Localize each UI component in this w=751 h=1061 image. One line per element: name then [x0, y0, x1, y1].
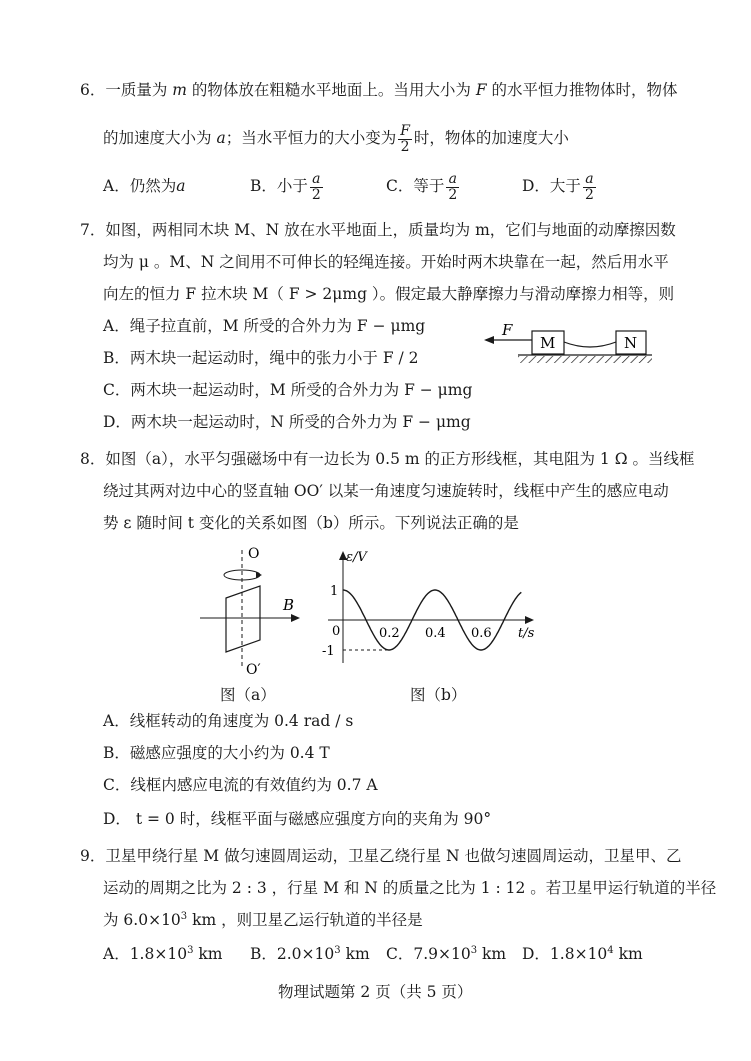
q7-option-d: D．两木块一起运动时，N 所受的合外力为 F − μmg: [103, 413, 471, 431]
origin-label: 0: [332, 624, 341, 639]
y-axis-label: ε/V: [346, 550, 367, 565]
q9-option-a: A．$1.8\times 10^3$ km: [103, 945, 223, 963]
data-point: [457, 619, 458, 620]
q7-stem-line1: 7．如图，两相同木块 M、N 放在水平地面上，质量均为 m，它们与地面的动摩擦因数: [80, 221, 676, 239]
y-tick-label: -1: [322, 644, 335, 659]
label-o: O: [248, 546, 260, 562]
force-label: F: [502, 321, 513, 339]
q9-option-b: B．$2.0\times 10^3$ km: [250, 945, 370, 963]
q9-stem-line2: 运动的周期之比为 2 : 3 ，行星 M 和 N 的质量之比为 1 : 12 。若卫星甲运行轨道的半径: [103, 879, 717, 897]
x-axis-label: t/s: [518, 626, 535, 641]
x-tick-label: 0.6: [471, 626, 492, 641]
q8-option-d: D． t = 0 时，线框平面与磁感应强度方向的夹角为 90°: [103, 810, 492, 828]
data-point: [342, 589, 343, 590]
data-point: [503, 619, 504, 620]
data-point: [480, 649, 481, 650]
square-coil: [226, 586, 260, 652]
label-b: B: [283, 596, 295, 614]
q8-stem-line1: 8．如图（a），水平匀强磁场中有一边长为 0.5 m 的正方形线框，其电阻为 1 Ω 。当线框: [80, 450, 695, 468]
data-point: [434, 589, 435, 590]
q8-stem-line3: 势 ε 随时间 t 变化的关系如图（b）所示。下列说法正确的是: [103, 514, 519, 532]
q7-option-b: B．两木块一起运动时，绳中的张力小于 F / 2: [103, 349, 419, 367]
block-n-label: N: [624, 334, 638, 352]
q6-stem-line1: 6．一质量为 m 的物体放在粗糙水平地面上。当用大小为 F 的水平恒力推物体时，物体: [80, 81, 678, 99]
data-point: [492, 641, 493, 642]
rope: [564, 342, 616, 347]
q9-stem-line1: 9．卫星甲绕行星 M 做匀速圆周运动，卫星乙绕行星 N 也做匀速圆周运动，卫星甲、乙: [80, 847, 682, 865]
q6-option-d: D．大于 $\frac{a}{2}$: [522, 170, 594, 203]
q6-stem-line2: 的加速度大小为 a；当水平恒力的大小变为 $\frac{F}{2}$ 时，物体的加速度大小: [103, 122, 569, 155]
data-point: [515, 598, 516, 599]
q9-option-d: D．$1.8\times 10^4$ km: [522, 945, 643, 963]
data-point: [446, 598, 447, 599]
q9-option-c: C．$7.9\times 10^3$ km: [386, 945, 507, 963]
q8-figure-b-chart: [310, 545, 545, 665]
data-point: [400, 641, 401, 642]
q7-option-a: A．绳子拉直前，M 所受的合外力为 F − μmg: [103, 317, 426, 335]
data-point: [365, 619, 366, 620]
label-o-prime: O′: [246, 662, 261, 678]
x-tick-label: 0.2: [379, 626, 400, 641]
figure-b-caption: 图（b）: [410, 686, 467, 704]
q7-option-c: C．两木块一起运动时，M 所受的合外力为 F − μmg: [103, 381, 473, 399]
data-point: [423, 598, 424, 599]
q8-stem-line2: 绕过其两对边中心的竖直轴 OO′ 以某一角速度匀速旋转时，线框中产生的感应电动: [103, 482, 669, 500]
q8-figure-a: [190, 540, 310, 680]
data-point: [411, 619, 412, 620]
data-point: [354, 598, 355, 599]
ground-hatching: [518, 356, 652, 363]
data-point: [377, 641, 378, 642]
q9-stem-line3: 为 $6.0\times 10^3$ km ，则卫星乙运行轨道的半径是: [103, 911, 423, 929]
figure-a-caption: 图（a）: [220, 686, 276, 704]
q8-option-c: C．线框内感应电流的有效值约为 0.7 A: [103, 776, 378, 794]
q8-option-b: B．磁感应强度的大小约为 0.4 T: [103, 744, 330, 762]
q6-option-a: A．仍然为a: [103, 177, 186, 195]
q7-blocks-figure: [480, 318, 660, 378]
q6-option-c: C．等于 $\frac{a}{2}$: [386, 170, 458, 203]
q7-stem-line2: 均为 μ 。M、N 之间用不可伸长的轻绳连接。开始时两木块靠在一起，然后用水平: [103, 253, 669, 271]
q7-stem-line3: 向左的恒力 F 拉木块 M（ F > 2μmg ）。假定最大静摩擦力与滑动摩擦力相等，则: [103, 285, 675, 303]
q6-fraction: $\frac{F}{2}$: [400, 122, 410, 155]
data-point: [469, 641, 470, 642]
page-footer: 物理试题第 2 页（共 5 页）: [278, 983, 473, 1001]
q8-option-a: A．线框转动的角速度为 0.4 rad / s: [103, 712, 354, 730]
block-m-label: M: [540, 334, 556, 352]
x-tick-label: 0.4: [425, 626, 446, 641]
q6-option-b: B．小于 $\frac{a}{2}$: [250, 170, 321, 203]
b-field-arrowhead: [291, 614, 300, 622]
force-arrowhead: [484, 336, 494, 344]
y-tick-label: 1: [330, 584, 339, 599]
